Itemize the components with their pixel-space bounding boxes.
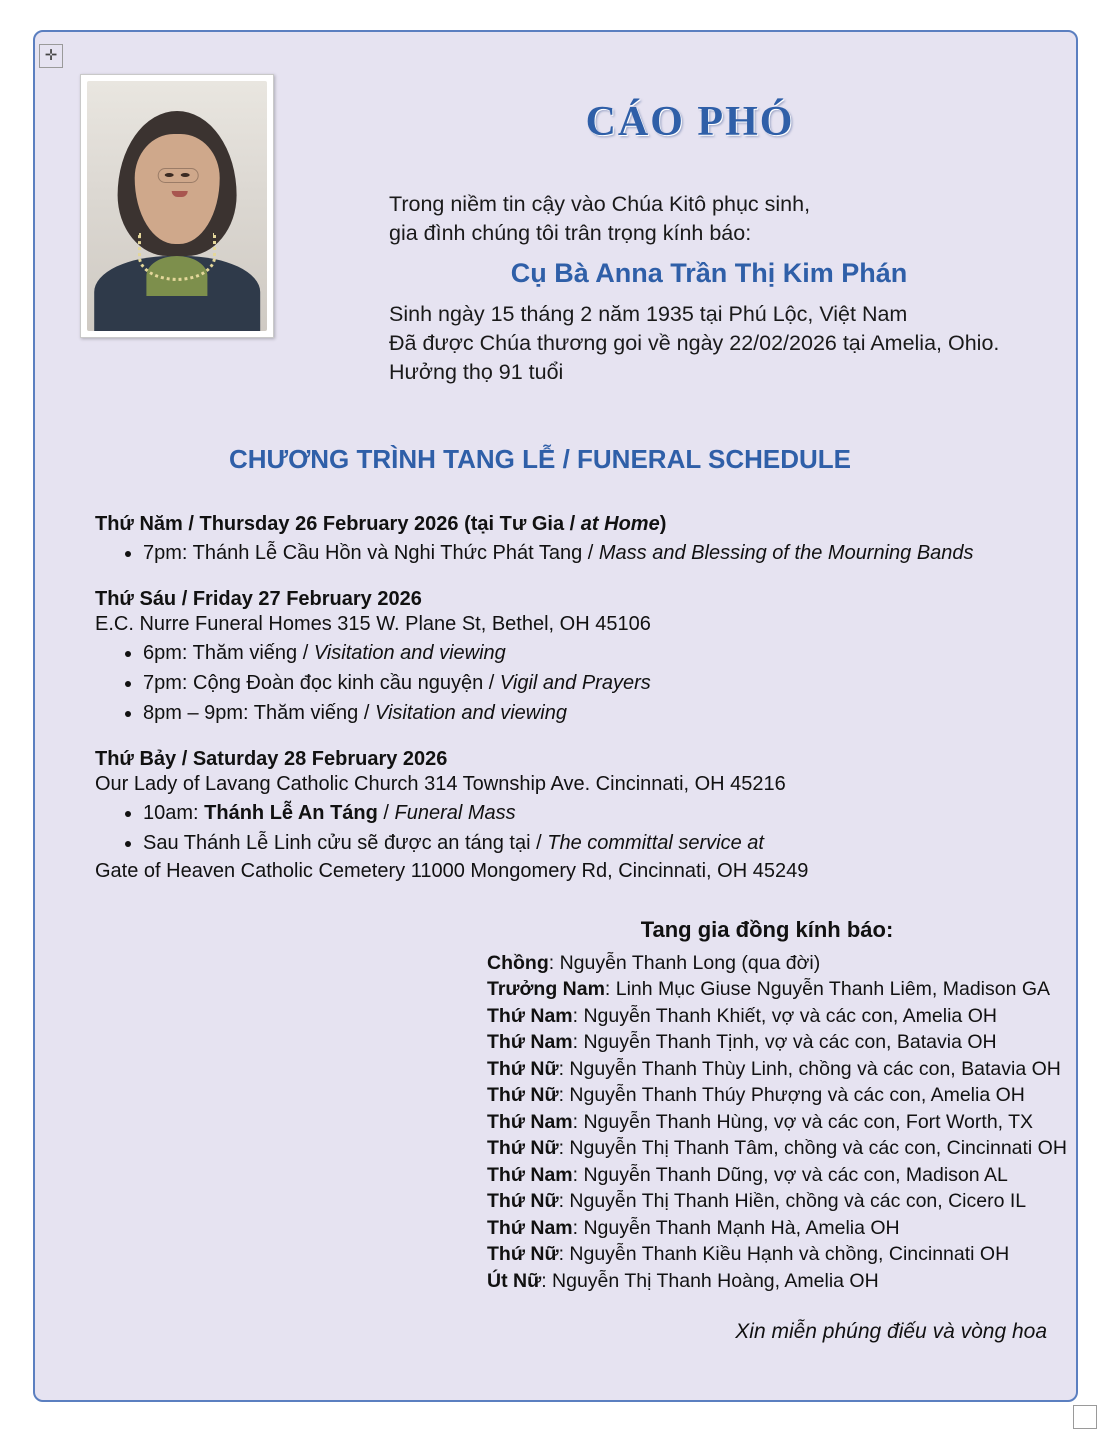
life-dates [389,300,1069,387]
deceased-name: Cụ Bà Anna Trần Thị Kim Phán [510,258,908,288]
schedule-venue: E.C. Nurre Funeral Homes 315 W. Plane St, Bethel, OH 45106 [95,613,651,635]
family-member-row [487,1109,1047,1136]
closing-note: Xin miễn phúng điếu và vòng hoa [735,1320,1047,1343]
schedule-heading: CHƯƠNG TRÌNH TANG LỄ / FUNERAL SCHEDULE [228,444,851,474]
family-member-row [487,1056,1061,1083]
schedule-item-mid: / [377,802,395,824]
schedule-items [95,540,1025,566]
portrait-eye-right [180,173,189,177]
family-member-row [487,1162,1047,1189]
family-detail: : Nguyễn Thanh Hùng, vợ và các con, Fort Worth, TX [572,1110,1034,1133]
family-member-row [487,1215,1047,1242]
family-member-row [487,1241,1047,1268]
family-detail: : Nguyễn Thanh Khiết, vợ và các con, Amelia OH [572,1004,997,1027]
family-member-row [487,976,1051,1003]
schedule-item-italic: Mass and Blessing of the Mourning Bands [598,542,974,564]
family-role: Thứ Nam [487,1110,573,1133]
schedule-day-header: Thứ Bảy / Saturday 28 February 2026 [95,748,448,770]
family-role: Thứ Nam [487,1216,573,1239]
move-handle-icon[interactable]: ✛ [39,44,63,68]
schedule-block [95,513,1025,566]
family-role: Chồng [487,951,549,974]
death-line: Đã được Chúa thương goi về ngày 22/02/2026 tại Amelia, Ohio. [389,331,1000,355]
schedule-item-plain: 8pm – 9pm: Thăm viếng / [143,702,375,724]
portrait-eye-left [165,173,174,177]
family-role: Thứ Nam [487,1163,573,1186]
family-member-row [487,1188,1047,1215]
schedule-item-italic: Visitation and viewing [313,642,506,664]
schedule-item [143,800,1025,826]
family-member-row [487,1029,1047,1056]
family-list [487,917,1067,1294]
schedule-item-italic: Vigil and Prayers [499,672,651,694]
schedule-day-suffix: ) [659,513,667,535]
family-detail: : Nguyễn Thanh Thùy Linh, chồng và các con, Batavia OH [558,1057,1061,1080]
schedule-items [95,640,1025,726]
schedule-item [143,670,1025,696]
schedule-items [95,800,1025,856]
schedule-day-header: Thứ Sáu / Friday 27 February 2026 [95,588,422,610]
portrait-glasses [158,168,199,183]
family-role: Thứ Nữ [487,1084,559,1106]
schedule-item [143,640,1025,666]
family-detail: : Linh Mục Giuse Nguyễn Thanh Liêm, Madison GA [604,978,1051,1000]
family-role: Thứ Nữ [487,1243,559,1265]
family-role: Thứ Nam [487,1031,573,1053]
intro-line-2: gia đình chúng tôi trân trọng kính báo: [389,221,752,245]
family-role: Út Nữ [487,1269,542,1292]
family-member-row [487,1082,1047,1109]
schedule-block [95,748,1025,883]
family-role: Thứ Nữ [487,1190,559,1212]
schedule-day-header [95,513,1025,536]
portrait-mouth [172,191,188,197]
family-member-row [487,1135,1067,1162]
schedule-item-bold: Thánh Lễ An Táng [204,802,378,824]
family-member-row [487,1268,1047,1295]
schedule-item-plain: 6pm: Thăm viếng / [143,642,314,664]
schedule-item-italic: Funeral Mass [394,802,516,824]
family-member-row [487,1003,1047,1030]
schedule-item-italic: Visitation and viewing [374,702,567,724]
resize-handle[interactable] [1073,1405,1097,1429]
schedule-item-plain: 7pm: Cộng Đoàn đọc kinh cầu nguyện / [143,672,500,694]
intro-text [389,190,1049,248]
intro-line-1: Trong niềm tin cậy vào Chúa Kitô phục sinh, [389,192,811,216]
family-detail: : Nguyễn Thanh Kiều Hạnh và chồng, Cincinnati OH [558,1243,1010,1265]
birth-line: Sinh ngày 15 tháng 2 năm 1935 tại Phú Lộc, Việt Nam [389,302,908,326]
age-line: Hưởng thọ 91 tuổi [389,360,564,384]
schedule-item-plain: 7pm: Thánh Lễ Cầu Hồn và Nghi Thức Phát Tang / [143,542,599,564]
schedule-block [95,588,1025,726]
family-detail: : Nguyễn Thanh Long (qua đời) [548,951,821,974]
schedule-item [143,830,1025,856]
schedule-day-prefix: Thứ Năm / Thursday 26 February 2026 (tại Tư Gia / [95,513,581,535]
page-title: CÁO PHÓ [585,99,795,145]
family-role: Thứ Nữ [487,1057,559,1080]
funeral-schedule [95,513,1025,905]
schedule-day-italic: at Home [580,513,660,535]
family-title: Tang gia đồng kính báo: [640,917,894,942]
family-role: Thứ Nam [487,1004,573,1027]
portrait-necklace [138,233,216,281]
schedule-cemetery: Gate of Heaven Catholic Cemetery 11000 Mongomery Rd, Cincinnati, OH 45249 [95,860,809,882]
family-detail: : Nguyễn Thị Thanh Hiền, chồng và các con, Cicero IL [558,1190,1027,1212]
family-detail: : Nguyễn Thanh Dũng, vợ và các con, Madison AL [572,1163,1008,1186]
family-detail: : Nguyễn Thanh Thúy Phượng và các con, Amelia OH [558,1084,1025,1106]
portrait-photo [87,81,267,331]
schedule-item [143,700,1025,726]
family-detail: : Nguyễn Thị Thanh Tâm, chồng và các con, Cincinnati OH [558,1137,1067,1159]
family-detail: : Nguyễn Thanh Mạnh Hà, Amelia OH [572,1216,900,1239]
family-role: Trưởng Nam [487,978,605,1000]
schedule-venue: Our Lady of Lavang Catholic Church 314 Township Ave. Cincinnati, OH 45216 [95,773,786,795]
portrait-photo-frame [80,74,274,338]
family-member-row [487,950,1047,977]
schedule-item-italic: The committal service at [547,832,764,854]
family-detail: : Nguyễn Thanh Tịnh, vợ và các con, Batavia OH [572,1031,997,1053]
family-role: Thứ Nữ [487,1137,559,1159]
family-detail: : Nguyễn Thị Thanh Hoàng, Amelia OH [541,1269,879,1292]
schedule-item-plain: 10am: [143,802,205,824]
schedule-item-plain: Sau Thánh Lễ Linh cửu sẽ được an táng tại / [143,832,548,854]
schedule-item [143,540,1025,566]
